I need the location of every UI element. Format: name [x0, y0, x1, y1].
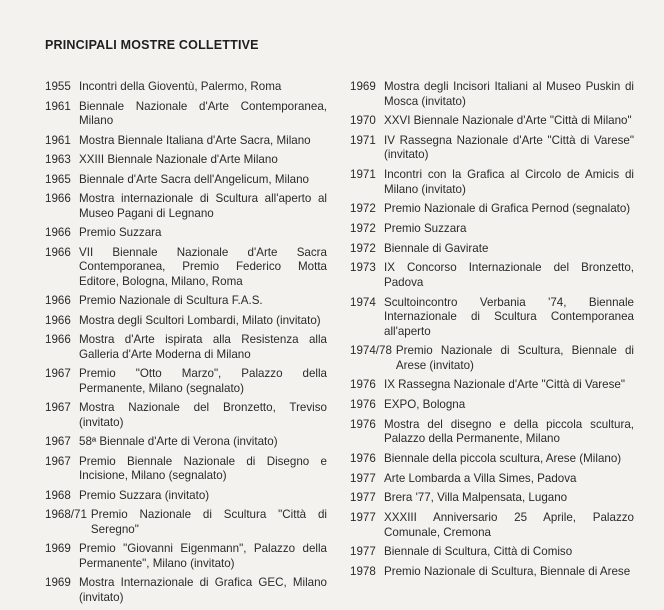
- entry-text: Premio Biennale Nazionale di Disegno e Incisione, Milano (segnalato): [79, 454, 327, 482]
- exhibition-entry: [350, 261, 634, 290]
- entry-text: Premio Nazionale di Scultura F.A.S.: [79, 294, 263, 307]
- entry-text: Biennale di Scultura, Città di Comiso: [384, 545, 573, 559]
- entry-text: Premio Suzzara: [79, 226, 162, 239]
- exhibition-entry: [350, 114, 634, 129]
- entry-text: Mostra Internazionale di Grafica GEC, Milano (invitato): [79, 576, 327, 604]
- entry-text: Premio Nazionale di Scultura "Città di Seregno": [90, 508, 327, 536]
- exhibition-entry: [45, 173, 327, 188]
- entry-text: 58ª Biennale d'Arte di Verona (invitato): [79, 435, 278, 448]
- entry-year: 1968: [45, 488, 71, 502]
- entry-text: IX Rassegna Nazionale d'Arte "Città di Varese": [384, 378, 625, 392]
- exhibition-entry: [45, 508, 327, 537]
- entry-text: Biennale di Gavirate: [384, 241, 489, 255]
- exhibition-entry: [350, 344, 634, 373]
- entry-text: Mostra degli Incisori Italiani al Museo Puskin di Mosca (invitato): [384, 80, 634, 108]
- entry-year: 1974/78: [350, 344, 392, 358]
- exhibition-entry: [350, 472, 634, 487]
- entry-text: XXXIII Anniversario 25 Aprile, Palazzo Comunale, Cremona: [384, 511, 634, 539]
- entry-text: Premio Suzzara: [384, 221, 467, 235]
- exhibition-entry: [45, 542, 327, 571]
- exhibition-entry: [45, 134, 327, 149]
- entry-year: 1976: [350, 378, 376, 392]
- exhibition-entry: [350, 222, 634, 237]
- entry-year: 1976: [350, 417, 376, 431]
- exhibition-entry: [45, 489, 327, 504]
- exhibition-entry: [350, 452, 634, 467]
- entry-year: 1977: [350, 491, 376, 505]
- entry-year: 1966: [45, 333, 71, 346]
- exhibition-entry: [45, 246, 327, 290]
- entry-year: 1976: [350, 451, 376, 465]
- entry-year: 1972: [350, 241, 376, 255]
- exhibition-entry: [350, 134, 634, 163]
- exhibition-entry: [45, 576, 327, 605]
- entry-year: 1977: [350, 545, 376, 559]
- entry-year: 1967: [45, 367, 71, 380]
- exhibition-entry: [350, 202, 634, 217]
- exhibition-entry: [350, 491, 634, 506]
- entry-year: 1963: [45, 153, 71, 166]
- entry-text: Mostra degli Scultori Lombardi, Milato (invitato): [79, 313, 321, 327]
- entry-year: 1968/71: [45, 508, 87, 521]
- entry-year: 1973: [350, 261, 376, 275]
- entry-text: Premio "Giovanni Eigenmann", Palazzo della Permanente", Milano (invitato): [79, 542, 327, 570]
- exhibition-entry: [350, 545, 634, 560]
- entry-text: XXIII Biennale Nazionale d'Arte Milano: [79, 153, 278, 166]
- exhibition-entry: [350, 565, 634, 580]
- exhibition-entry: [350, 511, 634, 540]
- entry-text: Premio Nazionale di Scultura, Biennale di Arese (invitato): [395, 344, 634, 372]
- entry-text: Premio "Otto Marzo", Palazzo della Permanente, Milano (segnalato): [79, 367, 327, 395]
- entry-year: 1974: [350, 295, 376, 309]
- entry-year: 1966: [45, 313, 71, 327]
- entry-year: 1976: [350, 398, 376, 412]
- entry-year: 1978: [350, 564, 376, 578]
- entry-text: VII Biennale Nazionale d'Arte Sacra Contemporanea, Premio Federico Motta Editore, Bologna, Milano, Roma: [79, 245, 327, 288]
- entry-text: Incontri con la Grafica al Circolo de Amicis di Milano (invitato): [384, 168, 634, 196]
- entry-year: 1970: [350, 114, 376, 128]
- entry-text: Premio Nazionale di Scultura, Biennale di Arese: [384, 564, 631, 578]
- exhibition-entry: [45, 455, 327, 484]
- entry-year: 1969: [45, 576, 71, 589]
- entry-year: 1961: [45, 99, 71, 113]
- entry-year: 1977: [350, 511, 376, 524]
- entry-year: 1967: [45, 435, 71, 448]
- entry-text: Mostra internazionale di Scultura all'aperto al Museo Pagani di Legnano: [79, 192, 327, 220]
- entry-year: 1969: [350, 80, 376, 93]
- entry-year: 1977: [350, 471, 376, 485]
- entry-year: 1966: [45, 245, 71, 259]
- entry-year: 1966: [45, 294, 71, 307]
- entry-year: 1971: [350, 133, 376, 147]
- entry-text: Mostra d'Arte ispirata alla Resistenza alla Galleria d'Arte Moderna di Milano: [79, 333, 327, 361]
- entry-text: IX Concorso Internazionale del Bronzetto, Padova: [384, 261, 634, 289]
- entry-text: Scultoincontro Verbania '74, Biennale Internazionale di Scultura Contemporanea all'aperto: [384, 295, 634, 338]
- exhibition-entry: [350, 242, 634, 257]
- exhibition-entry: [350, 296, 634, 340]
- entry-year: 1967: [45, 401, 71, 414]
- exhibition-entry: [45, 100, 327, 129]
- entry-text: Incontri della Gioventù, Palermo, Roma: [79, 80, 282, 93]
- exhibition-entry: [350, 418, 634, 447]
- entry-text: Mostra Biennale Italiana d'Arte Sacra, Milano: [79, 133, 311, 147]
- entry-year: 1966: [45, 226, 71, 239]
- entry-year: 1965: [45, 172, 71, 186]
- entry-text: Premio Nazionale di Grafica Pernod (segnalato): [384, 202, 631, 216]
- entry-year: 1969: [45, 542, 71, 555]
- entry-text: EXPO, Bologna: [384, 398, 466, 412]
- exhibition-entry: [45, 367, 327, 396]
- exhibition-list-left: [45, 80, 327, 610]
- exhibition-entry: [45, 80, 327, 95]
- entry-year: 1971: [350, 168, 376, 182]
- entry-text: Brera '77, Villa Malpensata, Lugano: [384, 491, 568, 505]
- entry-year: 1967: [45, 454, 71, 468]
- exhibition-entry: [350, 168, 634, 197]
- entry-text: Mostra Nazionale del Bronzetto, Treviso (invitato): [79, 401, 327, 429]
- entry-text: Premio Suzzara (invitato): [79, 488, 210, 502]
- entry-text: Biennale della piccola scultura, Arese (Milano): [384, 451, 622, 465]
- entry-year: 1972: [350, 221, 376, 235]
- entry-text: IV Rassegna Nazionale d'Arte "Città di Varese" (invitato): [384, 133, 634, 162]
- exhibition-entry: [45, 153, 327, 168]
- exhibition-entry: [350, 80, 634, 109]
- entry-year: 1961: [45, 133, 71, 147]
- exhibition-entry: [350, 398, 634, 413]
- exhibition-entry: [45, 294, 327, 309]
- exhibition-list-right: [350, 80, 634, 585]
- entry-text: Arte Lombarda a Villa Simes, Padova: [384, 471, 577, 485]
- entry-text: XXVI Biennale Nazionale d'Arte "Città di Milano": [384, 114, 632, 128]
- entry-text: Biennale d'Arte Sacra dell'Angelicum, Milano: [79, 172, 309, 186]
- entry-year: 1972: [350, 202, 376, 216]
- exhibition-entry: [45, 226, 327, 241]
- exhibition-entry: [350, 378, 634, 393]
- exhibition-entry: [45, 192, 327, 221]
- section-heading: PRINCIPALI MOSTRE COLLETTIVE: [45, 38, 259, 52]
- exhibition-entry: [45, 333, 327, 362]
- exhibition-entry: [45, 314, 327, 329]
- entry-year: 1955: [45, 80, 71, 93]
- entry-text: Biennale Nazionale d'Arte Contemporanea, Milano: [79, 99, 327, 127]
- entry-text: Mostra del disegno e della piccola scultura, Palazzo della Permanente, Milano: [384, 417, 634, 446]
- entry-year: 1966: [45, 192, 71, 205]
- exhibition-entry: [45, 401, 327, 430]
- exhibition-entry: [45, 435, 327, 450]
